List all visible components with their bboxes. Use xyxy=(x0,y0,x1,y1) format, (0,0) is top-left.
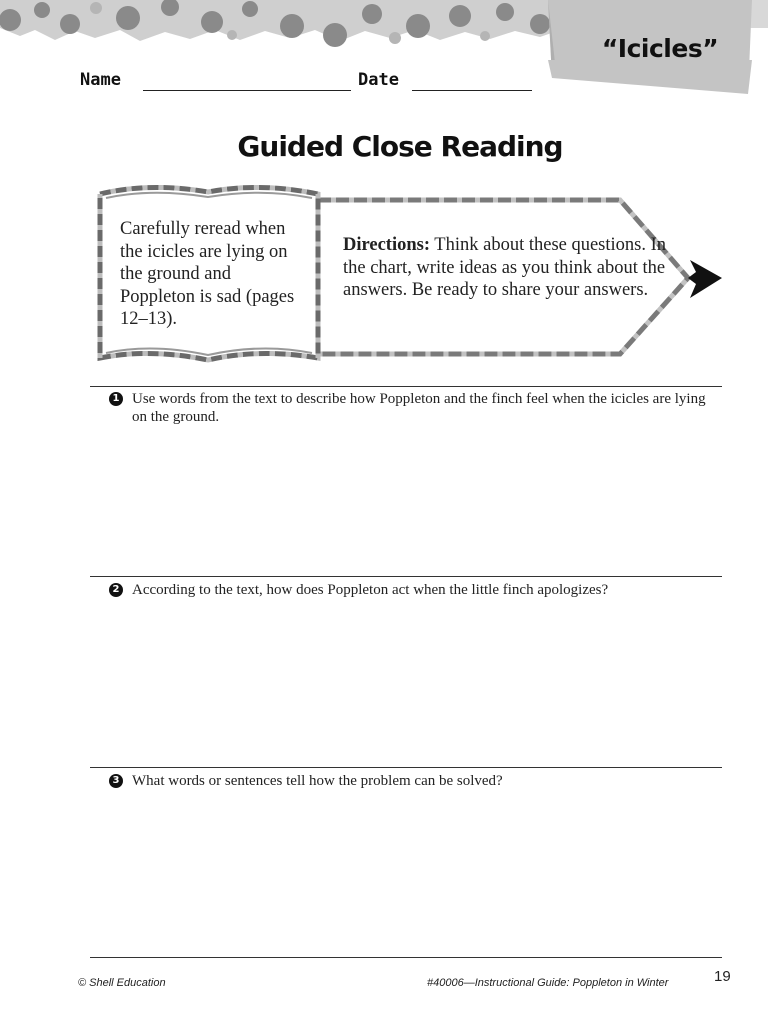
question-2-rule xyxy=(90,576,722,577)
name-label: Name xyxy=(80,70,121,90)
page-title: Guided Close Reading xyxy=(237,130,563,163)
arrow-tip-icon xyxy=(688,260,722,298)
footer-copyright: © Shell Education xyxy=(78,977,166,989)
reread-instruction: Carefully reread when the icicles are lying on the ground and Poppleton is sad (pages 12–13). xyxy=(120,219,295,329)
question-2-answer-area[interactable] xyxy=(90,605,722,760)
date-label: Date xyxy=(358,70,399,90)
question-3-number: 3 xyxy=(109,774,123,788)
question-1-rule xyxy=(90,386,722,387)
name-field[interactable] xyxy=(143,90,351,91)
bottom-rule xyxy=(90,957,722,958)
question-1-answer-area[interactable] xyxy=(90,430,722,570)
directions-text xyxy=(343,234,683,302)
question-3-rule xyxy=(90,767,722,768)
question-2-number: 2 xyxy=(109,583,123,597)
question-3-answer-area[interactable] xyxy=(90,796,722,951)
question-1-number: 1 xyxy=(109,392,123,406)
question-2-text: According to the text, how does Poppleton act when the little finch apologizes? xyxy=(132,582,609,598)
directions-body: Think about these questions. In the chart, write ideas as you think about the answers. Be ready to share your answers. xyxy=(343,235,667,300)
directions-label: Directions: xyxy=(343,235,430,255)
date-field[interactable] xyxy=(412,90,532,91)
question-1-text: Use words from the text to describe how Poppleton and the finch feel when the icicles are lying on the ground. xyxy=(132,391,706,425)
question-3-text: What words or sentences tell how the problem can be solved? xyxy=(132,773,503,789)
story-title-tab: “Icicles” xyxy=(601,34,719,63)
page-number: 19 xyxy=(714,968,731,985)
story-tab xyxy=(548,60,752,96)
footer-guide-title: #40006—Instructional Guide: Poppleton in Winter xyxy=(427,977,669,989)
